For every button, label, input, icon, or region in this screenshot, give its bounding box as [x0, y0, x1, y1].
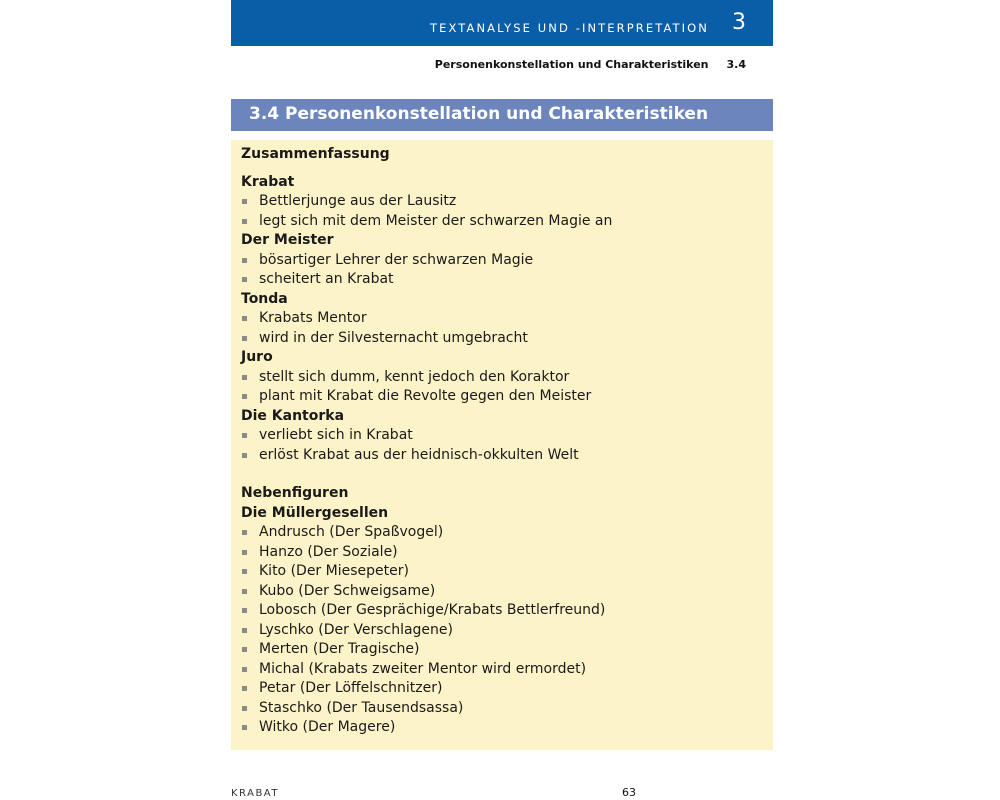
list-item — [241, 679, 766, 699]
list-item — [241, 621, 766, 641]
bullet-square-icon — [242, 686, 247, 691]
footer-page-number: 63 — [622, 786, 636, 799]
character-name: Juro — [241, 349, 273, 365]
bullet-square-icon — [242, 453, 247, 458]
member-text: Michal (Krabats zweiter Mentor wird ermordet) — [259, 660, 587, 677]
minor-characters-heading: Nebenfiguren — [241, 485, 349, 501]
summary-heading: Zusammenfassung — [241, 146, 390, 162]
bullet-square-icon — [242, 199, 247, 204]
list-item — [241, 368, 766, 388]
character-block-meister — [241, 231, 766, 290]
list-item — [241, 601, 766, 621]
trait-text: verliebt sich in Krabat — [259, 427, 413, 443]
character-block-juro — [241, 348, 766, 407]
book-page — [231, 0, 773, 800]
bullet-square-icon — [242, 589, 247, 594]
bullet-square-icon — [242, 550, 247, 555]
member-text: Merten (Der Tragische) — [259, 641, 420, 657]
list-item — [241, 212, 766, 232]
member-text: Witko (Der Magere) — [259, 719, 396, 735]
section-title: 3.4 Personenkonstellation und Charakteristiken — [249, 104, 709, 124]
chapter-number: 3 — [732, 10, 746, 35]
list-item — [241, 270, 766, 290]
character-block-kantorka — [241, 407, 766, 466]
character-name: Krabat — [241, 173, 295, 190]
trait-text: wird in der Silvesternacht umgebracht — [259, 329, 528, 346]
list-item — [241, 192, 766, 212]
character-name: Tonda — [241, 290, 288, 307]
group-heading: Die Müllergesellen — [241, 504, 389, 521]
bullet-square-icon — [242, 219, 247, 224]
group-member-list — [241, 523, 766, 738]
summary-content — [241, 145, 766, 738]
trait-text: bösartiger Lehrer der schwarzen Magie — [259, 251, 534, 268]
character-block-tonda — [241, 290, 766, 349]
member-text: Petar (Der Löffelschnitzer) — [259, 680, 443, 696]
running-head — [435, 58, 746, 71]
list-item — [241, 718, 766, 738]
member-text: Staschko (Der Tausendsassa) — [259, 699, 464, 716]
character-name: Der Meister — [241, 232, 334, 248]
list-item — [241, 251, 766, 271]
member-text: Hanzo (Der Soziale) — [259, 543, 398, 560]
chapter-title: TEXTANALYSE UND -INTERPRETATION — [430, 21, 709, 35]
section-header-bar — [231, 99, 773, 131]
bullet-square-icon — [242, 628, 247, 633]
list-item — [241, 543, 766, 563]
list-item — [241, 446, 766, 466]
bullet-square-icon — [242, 316, 247, 321]
bullet-square-icon — [242, 725, 247, 730]
list-item — [241, 582, 766, 602]
list-item — [241, 640, 766, 660]
footer-book-title: KRABAT — [231, 788, 279, 799]
trait-text: plant mit Krabat die Revolte gegen den Meister — [259, 388, 592, 404]
member-text: Kubo (Der Schweigsame) — [259, 582, 436, 599]
trait-text: Bettlerjunge aus der Lausitz — [259, 193, 457, 209]
list-item — [241, 660, 766, 680]
member-text: Andrusch (Der Spaßvogel) — [259, 524, 444, 540]
member-text: Lyschko (Der Verschlagene) — [259, 621, 453, 638]
member-text: Lobosch (Der Gesprächige/Krabats Bettlerfreund) — [259, 602, 606, 618]
running-head-number: 3.4 — [726, 58, 746, 71]
running-head-title: Personenkonstellation und Charakteristiken — [434, 58, 709, 71]
list-item — [241, 699, 766, 719]
trait-text: stellt sich dumm, kennt jedoch den Koraktor — [259, 368, 570, 385]
bullet-square-icon — [242, 706, 247, 711]
bullet-square-icon — [242, 433, 247, 438]
bullet-square-icon — [242, 277, 247, 282]
character-name: Die Kantorka — [241, 407, 345, 424]
summary-box — [231, 140, 773, 750]
list-item — [241, 426, 766, 446]
bullet-square-icon — [242, 336, 247, 341]
bullet-square-icon — [242, 569, 247, 574]
trait-text: scheitert an Krabat — [259, 271, 394, 287]
trait-text: erlöst Krabat aus der heidnisch-okkulten Welt — [259, 446, 579, 463]
bullet-square-icon — [242, 530, 247, 535]
bullet-square-icon — [242, 608, 247, 613]
bullet-square-icon — [242, 258, 247, 263]
character-block-krabat — [241, 173, 766, 232]
bullet-square-icon — [242, 667, 247, 672]
list-item — [241, 523, 766, 543]
list-item — [241, 309, 766, 329]
list-item — [241, 387, 766, 407]
member-text: Kito (Der Miesepeter) — [259, 563, 409, 579]
list-item — [241, 329, 766, 349]
list-item — [241, 562, 766, 582]
chapter-header-bar — [231, 0, 773, 46]
trait-text: legt sich mit dem Meister der schwarzen Magie an — [259, 212, 613, 229]
bullet-square-icon — [242, 394, 247, 399]
trait-text: Krabats Mentor — [259, 310, 367, 326]
bullet-square-icon — [242, 375, 247, 380]
bullet-square-icon — [242, 647, 247, 652]
